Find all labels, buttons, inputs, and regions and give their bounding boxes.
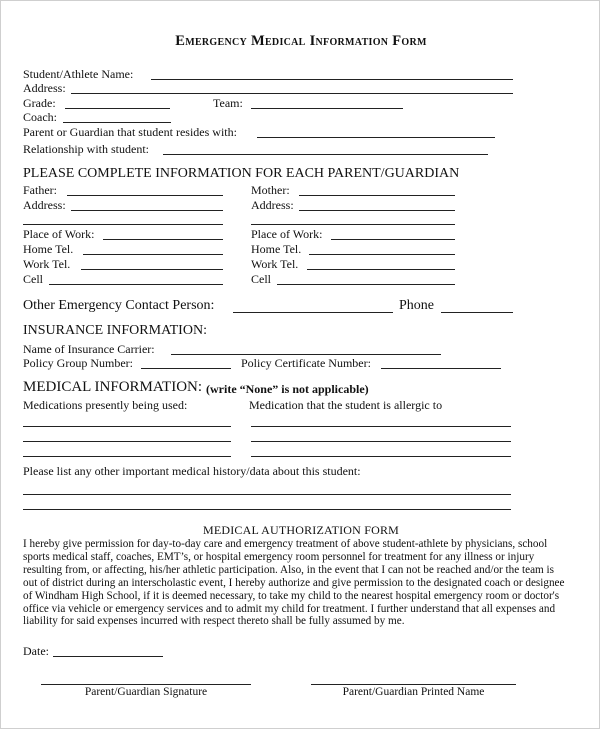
mother-work-tel-field[interactable] [307,269,455,270]
father-address-field[interactable] [71,210,223,211]
insurance-carrier-label: Name of Insurance Carrier: [23,342,155,356]
student-name-field[interactable] [151,79,513,80]
mother-place-of-work-field[interactable] [331,239,455,240]
authorization-paragraph [23,538,583,628]
team-label: Team: [213,96,243,110]
emergency-phone-label: Phone [399,298,434,313]
mother-label: Mother: [251,183,290,197]
relationship-label: Relationship with student: [23,142,149,156]
mother-place-of-work-label: Place of Work: [251,227,323,241]
authorization-line: office via vehicle or emergency services and to admit my child for treatment. I further understand that all expenses and [23,602,556,615]
coach-field[interactable] [63,122,171,123]
signature-label: Parent/Guardian Signature [84,686,208,698]
resides-with-field[interactable] [257,137,495,138]
history-label: Please list any other important medical history/data about this student: [23,464,361,478]
policy-group-field[interactable] [141,368,231,369]
printed-name-field[interactable] [311,684,516,685]
history-field-2[interactable] [23,509,511,510]
mother-address-label: Address: [251,198,294,212]
mother-work-tel-label: Work Tel. [251,257,299,271]
father-work-tel-field[interactable] [81,269,223,270]
allergy-field-2[interactable] [251,441,511,442]
father-cell-label: Cell [23,272,43,286]
insurance-carrier-field[interactable] [171,354,441,355]
medical-note: (write “None” is not applicable) [206,382,369,396]
authorization-heading: MEDICAL AUTHORIZATION FORM [202,523,400,537]
father-place-of-work-label: Place of Work: [23,227,95,241]
form-title: Emergency Medical Information Form [175,33,427,49]
parents-heading: PLEASE COMPLETE INFORMATION FOR EACH PARENT/GUARDIAN [23,166,460,181]
authorization-line: out of district during an interscholastic event, I hereby authorize and give permission to the designated coach or designee [23,576,565,589]
policy-certificate-label: Policy Certificate Number: [241,356,371,370]
relationship-field[interactable] [163,154,488,155]
grade-label: Grade: [23,96,56,110]
father-address-label: Address: [23,198,66,212]
authorization-line: sports medical staff, coaches, EMT’s, or hospital emergency room personnel for treatment for any illness or injury [23,550,535,563]
allergy-field-1[interactable] [251,426,511,427]
medications-field-1[interactable] [23,426,231,427]
father-cell-field[interactable] [49,284,223,285]
mother-cell-label: Cell [251,272,271,286]
allergic-label: Medication that the student is allergic to [249,398,443,412]
authorization-line: I hereby give permission for day-to-day care and emergency treatment of above student-athlete by physicians, school [23,538,548,550]
coach-label: Coach: [23,110,57,124]
student-name-label: Student/Athlete Name: [23,67,134,81]
authorization-line: resulting from, or affecting, his/her athletic participation. Also, in the event that I can not be reached and/or the team is [23,563,555,576]
resides-with-label: Parent or Guardian that student resides with: [23,125,237,139]
mother-address-field-2[interactable] [251,224,455,225]
date-field[interactable] [53,656,163,657]
medications-field-2[interactable] [23,441,231,442]
allergy-field-3[interactable] [251,456,511,457]
father-field[interactable] [67,195,223,196]
mother-home-tel-field[interactable] [309,254,455,255]
policy-certificate-field[interactable] [381,368,501,369]
father-address-field-2[interactable] [23,224,223,225]
mother-field[interactable] [299,195,455,196]
mother-address-field[interactable] [299,210,455,211]
date-label: Date: [23,644,49,658]
medical-heading: MEDICAL INFORMATION: [23,379,203,395]
insurance-heading: INSURANCE INFORMATION: [23,323,207,338]
grade-field[interactable] [65,108,170,109]
father-work-tel-label: Work Tel. [23,257,71,271]
authorization-line: of Windham High School, if it is deemed necessary, to take my child to the nearest hospital emergency room or doctor's [23,589,560,602]
emergency-contact-label: Other Emergency Contact Person: [23,298,215,313]
father-home-tel-label: Home Tel. [23,242,74,256]
medications-field-3[interactable] [23,456,231,457]
father-place-of-work-field[interactable] [103,239,223,240]
mother-cell-field[interactable] [277,284,455,285]
history-field-1[interactable] [23,494,511,495]
medications-label: Medications presently being used: [23,398,188,412]
printed-name-label: Parent/Guardian Printed Name [342,686,485,698]
mother-home-tel-label: Home Tel. [251,242,302,256]
policy-group-label: Policy Group Number: [23,356,133,370]
address-label: Address: [23,81,66,95]
authorization-line: liability for said expenses incurred with respect thereto shall be fully assumed by me. [23,615,405,628]
father-label: Father: [23,183,57,197]
emergency-contact-field[interactable] [233,312,393,313]
team-field[interactable] [251,108,403,109]
father-home-tel-field[interactable] [83,254,223,255]
signature-field[interactable] [41,684,251,685]
address-field[interactable] [71,93,513,94]
emergency-phone-field[interactable] [441,312,513,313]
